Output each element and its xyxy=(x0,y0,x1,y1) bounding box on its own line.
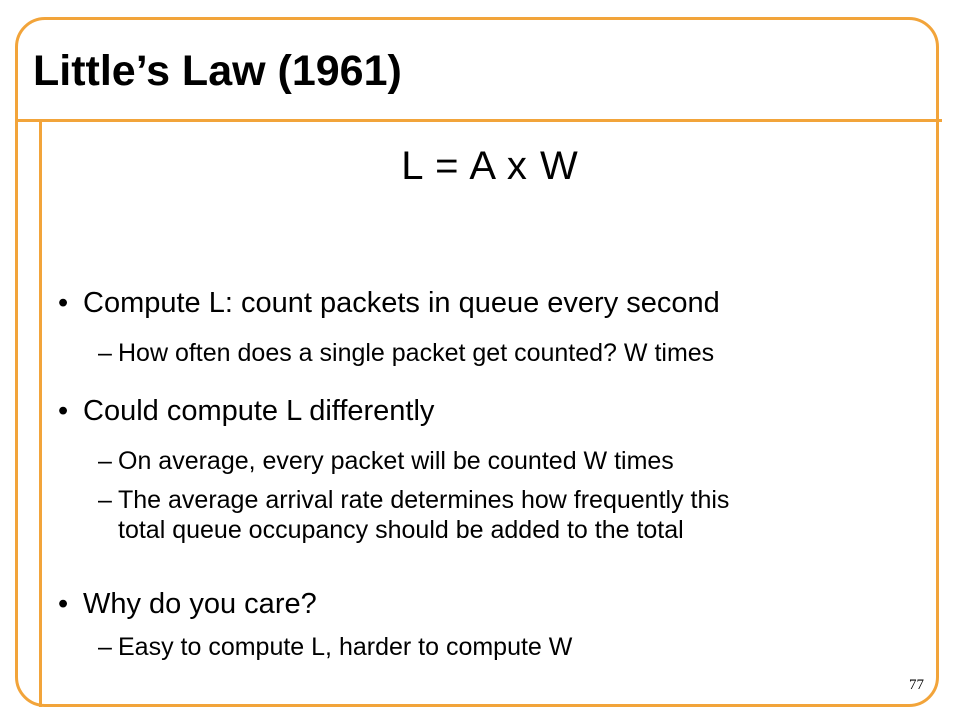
slide-number: 77 xyxy=(909,677,924,693)
bullet-text: Could compute L differently xyxy=(83,395,435,427)
bullet-text: Why do you care? xyxy=(83,588,317,620)
bullet-mark: • xyxy=(58,588,69,620)
dash-mark: – xyxy=(98,486,112,514)
subbullet-every-packet xyxy=(98,446,674,476)
left-accent-bar xyxy=(39,122,42,707)
dash-mark: – xyxy=(98,339,112,367)
bullet-mark: • xyxy=(58,395,69,427)
subbullet-text: Easy to compute L, harder to compute W xyxy=(118,633,573,661)
subbullet-easy-to-compute xyxy=(98,632,572,662)
subbullet-text: The average arrival rate determines how frequently this xyxy=(118,486,730,514)
bullet-text: Compute L: count packets in queue every second xyxy=(83,287,720,319)
slide-title: Little’s Law (1961) xyxy=(33,47,402,95)
dash-mark: – xyxy=(98,633,112,661)
formula: L = A x W xyxy=(401,144,579,188)
subbullet-counted-w-times xyxy=(98,338,714,368)
bullet-mark: • xyxy=(58,287,69,319)
subbullet-continuation: total queue occupancy should be added to the total xyxy=(118,516,684,544)
title-divider xyxy=(15,119,942,122)
subbullet-text: On average, every packet will be counted W times xyxy=(118,447,674,475)
dash-mark: – xyxy=(98,447,112,475)
bullet-compute-differently xyxy=(58,397,434,426)
subbullet-text: How often does a single packet get counted? W times xyxy=(118,339,715,367)
bullet-compute-l xyxy=(58,289,720,318)
bullet-why-care xyxy=(58,590,317,619)
subbullet-arrival-rate xyxy=(98,485,729,545)
